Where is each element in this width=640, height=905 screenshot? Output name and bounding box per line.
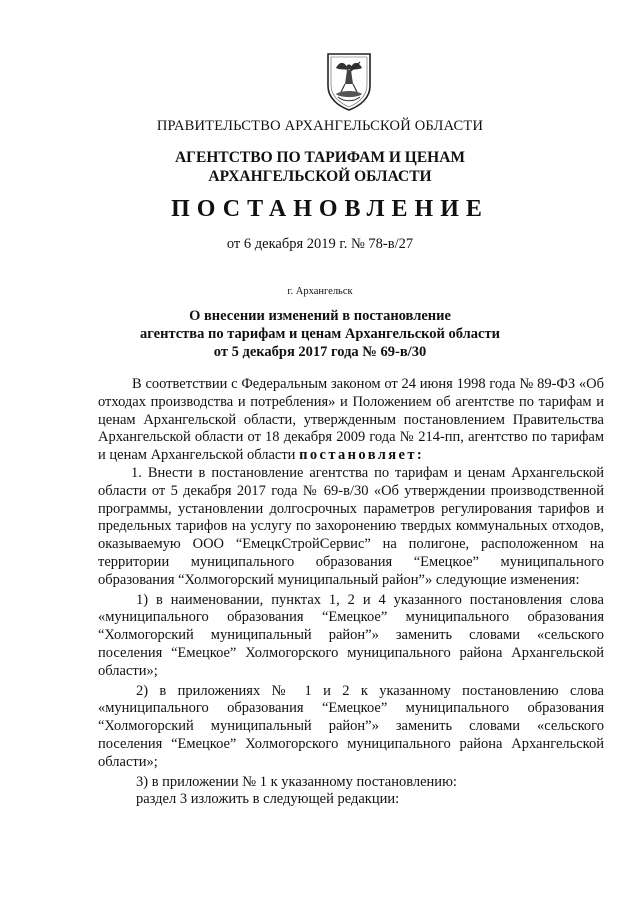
sub-item-1-paragraph: 1) в наименовании, пунктах 1, 2 и 4 указанного постановления слова «муниципального образования “Емецкое” муниципального образования “Холмогорский муниципальный район”» заменить словами «сельского поселения “Емецкое” Холмогорского муниципального района Архангельской области»; [98,591,604,679]
resolves-word: постановляет: [299,447,425,464]
government-name: ПРАВИТЕЛЬСТВО АРХАНГЕЛЬСКОЙ ОБЛАСТИ [156,118,484,134]
subject-line2: агентства по тарифам и ценам Архангельской области [140,326,500,342]
document-type: ПОСТАНОВЛЕНИЕ [171,196,489,222]
document-date-number: от 6 декабря 2019 г. № 78-в/27 [226,236,414,252]
agency-name [0,148,640,186]
sub-item-3-section-paragraph: раздел 3 изложить в следующей редакции: [136,791,400,808]
sub-item-3-paragraph: 3) в приложении № 1 к указанному постановлению: [136,773,457,790]
archangel-coat-of-arms-icon [322,50,376,112]
agency-name-line2: АРХАНГЕЛЬСКОЙ ОБЛАСТИ [208,168,432,185]
subject-line1: О внесении изменений в постановление [189,308,451,324]
document-city: г. Архангельск [287,286,353,297]
sub-item-2-paragraph: 2) в приложениях № 1 и 2 к указанному постановлению слова «муниципального образования “Емецкое” муниципального образования “Холмогорский муниципальный район”» заменить словами «сельского поселения “Емецкое” Холмогорского муниципального района Архангельской области»; [98,682,604,770]
agency-name-line1: АГЕНТСТВО ПО ТАРИФАМ И ЦЕНАМ [174,149,466,166]
subject-line3: от 5 декабря 2017 года № 69-в/30 [213,344,427,360]
intro-paragraph [98,376,604,465]
item-1-paragraph: 1. Внести в постановление агентства по тарифам и ценам Архангельской области от 5 декабря 2017 года № 69-в/30 «Об утверждении производственной программы, установлении долгосрочных параметров регулирования тарифов и предельных тарифов на услугу по захоронению твердых коммунальных отходов, оказываемую ООО “ЕмецкСтройСервис” на полигоне, расположенном на территории муниципального образования “Емецкое” муниципального образования “Холмогорский муниципальный район”» следующие изменения: [98,464,604,588]
intro-text: В соответствии с Федеральным законом от 24 июня 1998 года № 89-ФЗ «Об отходах производства и потребления» и Положением об агентстве по тарифам и ценам Архангельской области, утвержденным постановлением Правительства Архангельской области от 18 декабря 2009 года № 214-пп, агентство по тарифам и ценам Архангельской области [98,376,604,464]
document-body [98,376,604,809]
document-subject [0,307,640,361]
